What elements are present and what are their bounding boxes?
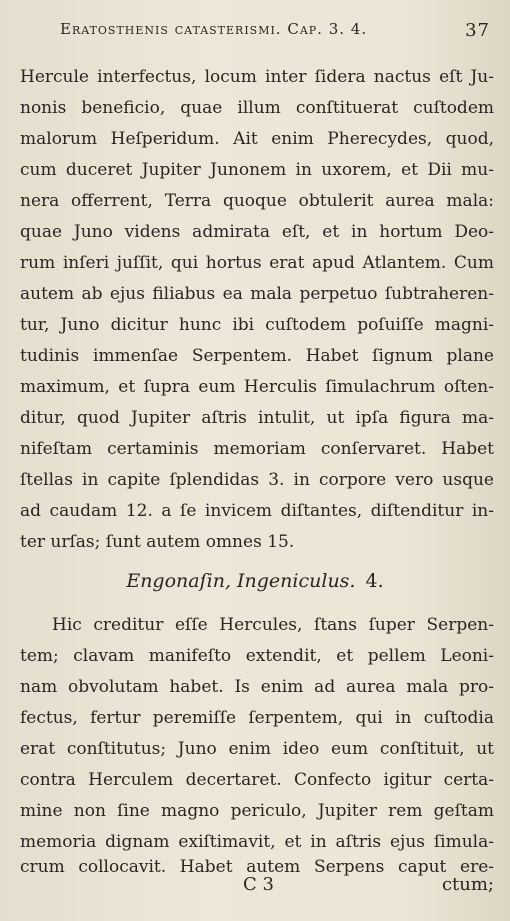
text-line: autem ab ejus filiabus ea mala perpetuo ſubtraheren-: [20, 284, 494, 304]
text-line: Hercule interfectus, locum inter ſidera nactus eſt Ju-: [20, 67, 494, 87]
text-line: rum inſeri juſſit, qui hortus erat apud Atlantem. Cum: [20, 253, 494, 273]
text-line: ſtellas in capite ſplendidas 3. in corpore vero usque: [20, 470, 494, 490]
text-line: memoria dignam exiſtimavit, et in aſtris ejus ſimula-: [20, 832, 494, 852]
text-line: tur, Juno dicitur hunc ibi cuſtodem poſuiſſe magni-: [20, 315, 494, 335]
text-line: crum collocavit. Habet autem Serpens caput ere-: [20, 857, 494, 877]
text-line: quae Juno videns admirata eſt, et in hortum Deo-: [20, 222, 494, 242]
text-line: tem; clavam manifeſto extendit, et pellem Leoni-: [20, 646, 494, 666]
running-head: [60, 20, 490, 42]
section-heading-title: Engonaſin, Ingeniculus.: [126, 570, 356, 592]
text-line: tudinis immenſae Serpentem. Habet ſignum plane: [20, 346, 494, 366]
text-line: ditur, quod Jupiter aſtris intulit, ut ipſa figura ma-: [20, 408, 494, 428]
text-line: nera offerrent, Terra quoque obtulerit aurea mala:: [20, 191, 494, 211]
catchword: ctum;: [441, 874, 494, 895]
text-line: malorum Heſperidum. Ait enim Pherecydes, quod,: [20, 129, 494, 149]
text-line: nifeſtam certaminis memoriam conſervaret. Habet: [20, 439, 494, 459]
text-line: nonis beneficio, quae illum conſtituerat cuſtodem: [20, 98, 494, 118]
text-line: cum duceret Jupiter Junonem in uxorem, et Dii mu-: [20, 160, 494, 180]
text-line: contra Herculem decertaret. Confecto igitur certa-: [20, 770, 494, 790]
section-heading: [0, 566, 510, 596]
page-number: 37: [465, 20, 490, 41]
text-line: nam obvolutam habet. Is enim ad aurea mala pro-: [20, 677, 494, 697]
text-line: fectus, fertur peremiſſe ſerpentem, qui in cuſtodia: [20, 708, 494, 728]
text-line: Hic creditur eſſe Hercules, ſtans ſuper Serpen-: [52, 615, 494, 635]
page-footer: [0, 870, 510, 900]
text-line: maximum, et ſupra eum Herculis ſimulachrum oſten-: [20, 377, 494, 397]
text-line: ad caudam 12. a ſe invicem diſtantes, diſtenditur in-: [20, 501, 494, 521]
running-head-title: Eratosthenis catasterismi. Cap. 3. 4.: [60, 20, 368, 38]
text-line: ter urſas; ſunt autem omnes 15.: [20, 532, 295, 552]
text-line: erat conſtitutus; Juno enim ideo eum conſtituit, ut: [20, 739, 494, 759]
signature-mark: C 3: [243, 874, 274, 895]
text-line: mine non ſine magno periculo, Jupiter rem geſtam: [20, 801, 494, 821]
section-heading-number: 4.: [365, 570, 384, 592]
